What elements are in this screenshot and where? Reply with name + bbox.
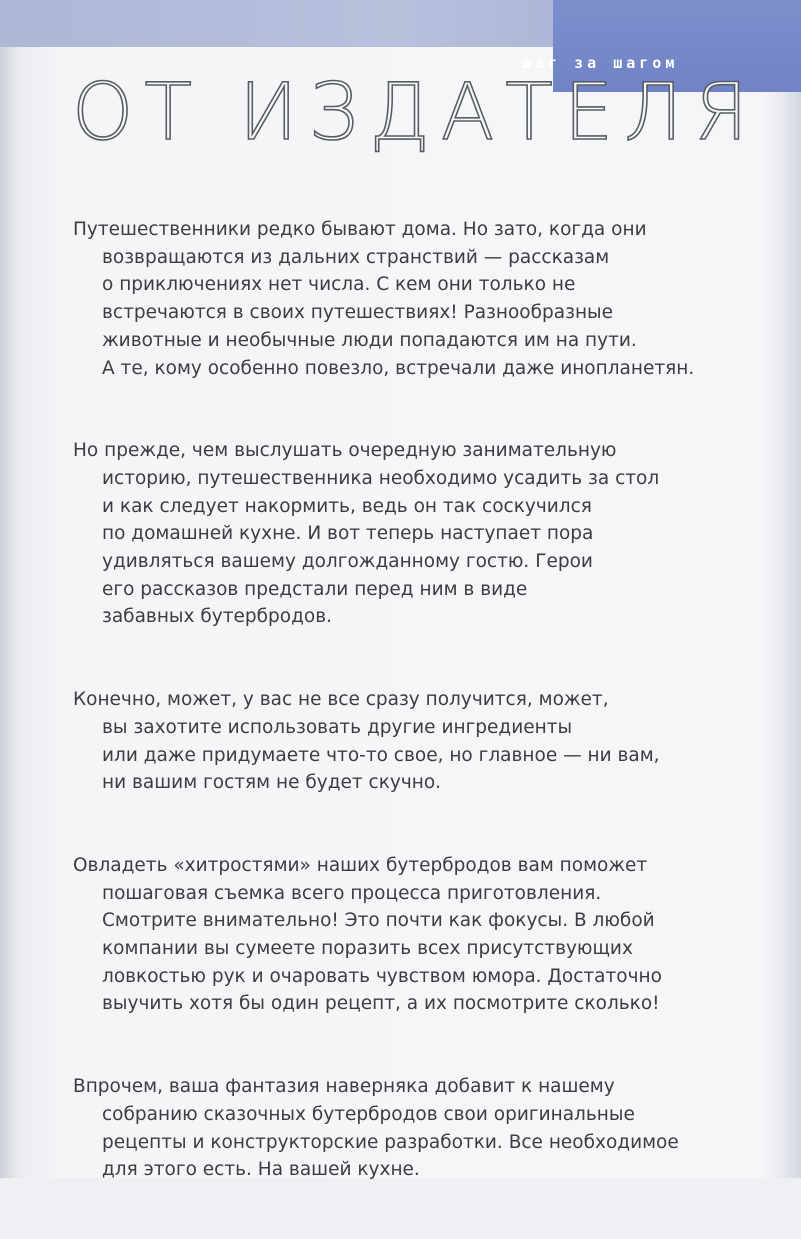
text-line: компании вы сумеете поразить всех присутствующих: [102, 938, 633, 960]
paragraph-2: [73, 437, 773, 631]
text-line: Впрочем, ваша фантазия наверняка добавит к нашему: [73, 1076, 615, 1098]
text-line: ловкостью рук и очаровать чувством юмора. Достаточно: [102, 965, 662, 987]
text-line: пошаговая съемка всего процесса приготовления.: [102, 882, 602, 904]
text-line: возвращаются из дальних странствий — рассказам: [102, 246, 610, 268]
paragraph-4: [73, 852, 773, 1018]
text-line: выучить хотя бы один рецепт, а их посмотрите сколько!: [102, 993, 660, 1015]
text-line: или даже придумаете что-то свое, но главное — ни вам,: [102, 744, 660, 766]
body-text: [73, 216, 773, 1239]
text-line: для этого есть. На вашей кухне.: [102, 1159, 420, 1181]
paragraph-5: [73, 1073, 773, 1184]
text-line: Овладеть «хитростями» наших бутербродов вам поможет: [73, 854, 648, 876]
text-line: и как следует накормить, ведь он так соскучился: [102, 495, 592, 517]
text-line: по домашней кухне. И вот теперь наступает пора: [102, 523, 594, 545]
text-line: А те, кому особенно повезло, встречали даже инопланетян.: [102, 357, 695, 379]
paragraph-3: [73, 686, 773, 797]
page-title: ОТ ИЗДАТЕЛЯ: [72, 68, 760, 158]
text-line: Путешественники редко бывают дома. Но зато, когда они: [73, 219, 647, 240]
text-line: удивляться вашему долгожданному гостю. Герои: [102, 551, 593, 573]
series-label: шаг за шагом: [522, 54, 679, 72]
text-line: Смотрите внимательно! Это почти как фокусы. В любой: [102, 910, 655, 932]
text-line: забавных бутербродов.: [102, 606, 332, 628]
text-line: Но прежде, чем выслушать очередную занимательную: [73, 440, 617, 462]
text-line: собранию сказочных бутербродов свои оригинальные: [102, 1103, 635, 1125]
paragraph-1: [73, 216, 773, 382]
text-line: о приключениях нет числа. С кем они только не: [102, 274, 576, 296]
text-line: Конечно, может, у вас не все сразу получится, может,: [73, 689, 609, 711]
text-line: животные и необычные люди попадаются им на пути.: [102, 329, 637, 351]
text-line: его рассказов предстали перед ним в виде: [102, 578, 528, 600]
page-edge-strip: [783, 92, 801, 1178]
text-line: историю, путешественника необходимо усадить за стол: [102, 467, 660, 489]
text-line: вы захотите использовать другие ингредиенты: [102, 716, 573, 738]
text-line: встречаются в своих путешествиях! Разнообразные: [102, 302, 614, 324]
text-line: рецепты и конструкторские разработки. Все необходимое: [102, 1131, 679, 1153]
text-line: ни вашим гостям не будет скучно.: [102, 772, 442, 794]
